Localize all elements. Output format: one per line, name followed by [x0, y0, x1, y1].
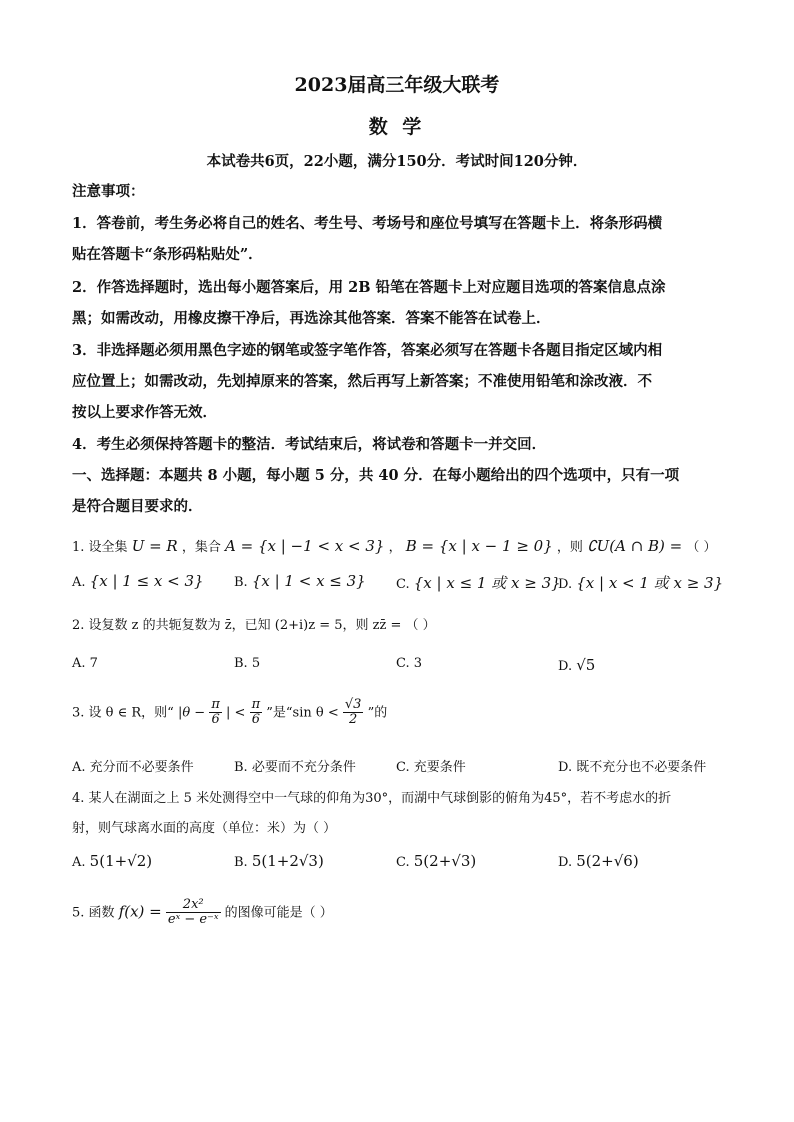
q1-answer-blank: （ ） [686, 540, 717, 555]
note-1-line-1: 1．答卷前，考生务必将自己的姓名、考生号、考场号和座位号填写在答题卡上．将条形码横 [72, 215, 663, 232]
note-3-line-1: 3．非选择题必须用黑色字迹的钢笔或签字笔作答，答案必须写在答题卡各题目指定区域内相 [72, 342, 663, 359]
question-3-stem [72, 698, 387, 728]
q1-option-a: A. {x | 1 ≤ x < 3} [72, 572, 204, 590]
question-5-stem [72, 898, 333, 928]
q4-option-d: D. 5(2+√6) [558, 852, 639, 870]
note-2-line-1: 2．作答选择题时，选出每小题答案后，用 2B 铅笔在答题卡上对应题目选项的答案信息点涂 [72, 279, 666, 296]
q2-option-c: C. 3 [396, 656, 423, 671]
question-4-line-2: 射，则气球离水面的高度（单位：米）为（ ） [72, 821, 337, 836]
q3-option-d: D. 既不充分也不必要条件 [558, 760, 707, 775]
section-1-heading: 一、选择题：本题共 8 小题，每小题 5 分，共 40 分．在每小题给出的四个选项中，只有一项 [72, 467, 680, 484]
q3-abs-start: |θ − [177, 705, 206, 721]
exam-info: 本试卷共6页，22小题，满分150分．考试时间120分钟． [206, 153, 588, 170]
q3-fraction-1: $\frac{\pi}{6}$ [211, 697, 220, 728]
q1-text-a: 1. 设全集 [72, 540, 128, 555]
q1-set-a: A = {x | −1 < x < 3} [225, 537, 385, 555]
q1-expression: ∁U(A ∩ B) = [587, 537, 683, 555]
question-4-line-1: 4. 某人在湖面之上 5 米处测得空中一气球的仰角为30°，而湖中气球倒影的俯角为45°，若不考虑水的折 [72, 791, 672, 806]
subject-title: 数 学 [368, 116, 426, 138]
q5-text-pre: 5. 函数 [72, 905, 115, 921]
q3-fraction-3: $\frac{√3}{2}$ [344, 697, 362, 728]
q4-option-a: A. 5(1+√2) [72, 852, 153, 870]
q1-option-d: D. {x | x < 1 或 x ≥ 3} [558, 574, 724, 592]
notes-heading: 注意事项： [72, 183, 145, 200]
note-4: 4．考生必须保持答题卡的整洁．考试结束后，将试卷和答题卡一并交回． [72, 436, 547, 453]
q1-universal-set: U = R [131, 537, 178, 555]
q4-option-b: B. 5(1+2√3) [234, 852, 324, 870]
question-2-stem: 2. 设复数 z 的共轭复数为 z̄，已知 (2+i)z = 5，则 zz̄ = （ ） [72, 618, 436, 633]
q1-text-b: ，集合 [181, 540, 221, 555]
note-3-line-2: 应位置上；如需改动，先划掉原来的答案，然后再写上新答案；不准使用铅笔和涂改液．不 [72, 373, 652, 390]
q1-set-b: B = {x | x − 1 ≥ 0} [405, 537, 553, 555]
q3-text-pre: 3. 设 θ ∈ R，则“ [72, 705, 174, 721]
q3-abs-end: | < [226, 705, 246, 721]
section-1-heading-cont: 是符合题目要求的． [72, 498, 203, 515]
q1-option-b: B. {x | 1 < x ≤ 3} [234, 572, 366, 590]
note-2-line-2: 黑；如需改动，用橡皮擦干净后，再选涂其他答案．答案不能答在试卷上． [72, 310, 551, 327]
q3-option-b: B. 必要而不充分条件 [234, 760, 356, 775]
note-3-line-3: 按以上要求作答无效． [72, 404, 217, 421]
q3-option-a: A. 充分而不必要条件 [72, 760, 194, 775]
q5-fraction: $\frac{\text{2x²}}{\text{eˣ − e⁻ˣ}}$ [167, 897, 219, 928]
q3-text-mid: ”是“sin θ < [266, 705, 339, 721]
q4-option-c: C. 5(2+√3) [396, 852, 477, 870]
note-1-line-2: 贴在答题卡“条形码粘贴处”． [72, 246, 263, 263]
q5-function: f(x) = [118, 902, 162, 921]
q2-option-b: B. 5 [234, 656, 261, 671]
q2-option-a: A. 7 [72, 656, 98, 671]
q3-text-post: ”的 [367, 705, 388, 721]
q1-separator: ， [388, 540, 402, 555]
question-1-stem [72, 536, 717, 555]
q3-fraction-2: $\frac{\pi}{6}$ [251, 697, 261, 728]
q3-option-c: C. 充要条件 [396, 760, 466, 775]
exam-title: 2023届高三年级大联考 [294, 74, 500, 96]
q5-text-post: 的图像可能是（ ） [224, 905, 333, 921]
q2-option-d: D. √5 [558, 656, 596, 674]
q1-option-c: C. {x | x ≤ 1 或 x ≥ 3} [396, 574, 561, 592]
q1-text-c: ，则 [556, 540, 583, 555]
